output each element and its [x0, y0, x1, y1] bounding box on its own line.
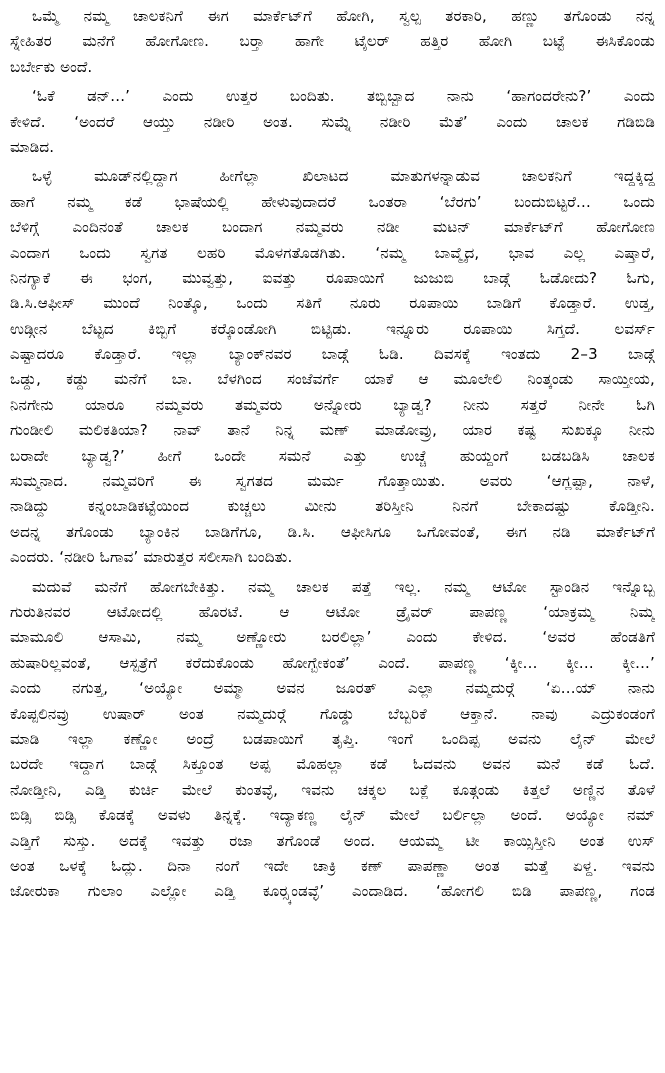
text-line: ಎಂದು ನಗುತ್ತ, ‘ಅಯ್ಯೋ ಅಮ್ಮಾ ಅವನ ಜೂರತ್ ಎಲ್ಲಾ ನಮ್ಮದುರ್‍ಗೆ ‘ಏ...ಯ್ ನಾನು — [10, 679, 655, 698]
text-line: ಮದುವೆ ಮನೆಗೆ ಹೋಗಬೇಕಿತ್ತು. ನಮ್ಮ ಚಾಲಕ ಪತ್ತೆ ಇಲ್ಲ. ನಮ್ಮ ಆಟೋ ಸ್ಟಾಂಡಿನ ಇನ್ನೊಬ್ಬ — [32, 577, 655, 596]
text-line: ಕೇಳಿದೆ. ‘ಅಂದರೆ ಆಯ್ತು ನಡೀರಿ ಅಂತ. ಸುಮ್ನೆ ನಡೀರಿ ಮೆತೆ’ ಎಂದು ಚಾಲಕ ಗಡಿಬಿಡಿ — [10, 112, 655, 131]
text-line: ನೋಡ್ತೀನಿ, ಎಡ್ತಿ ಕುರ್ಚಿ ಮೇಲೆ ಕುಂತವ್ಳೆ, ಇವನು ಚಕ್ಕಲ ಬಕ್ಲೆ ಕೂತ್ಗಂಡು ಕಿತ್ತಲೆ ಅಣ್ಣಿನ ತೊಳೆ — [10, 780, 655, 799]
text-line: ಸ್ನೇಹಿತರ ಮನೆಗೆ ಹೋಗೋಣ. ಬರ್‍ತಾ ಹಾಗೇ ಟೈಲರ್ ಹತ್ತಿರ ಹೋಗಿ ಬಟ್ಟೆ ಈಸಿಕೊಂಡು — [10, 32, 655, 51]
text-line: ಒಡ್ದು, ಕಡ್ದು ಮನೆಗೆ ಬಾ. ಬೆಳಗಿಂದ ಸಂಜೆವರ್ಗೆ ಯಾಕೆ ಆ ಮೂಲೇಲಿ ನಿಂತ್ಕಂಡು ಸಾಯ್ತೀಯ, — [10, 370, 655, 389]
text-line: ಬಿಡ್ಸಿ ಬಿಡ್ಸಿ ಕೊಡಕ್ಕೆ ಅವಳು ತಿನ್ನಕ್ಕೆ. ಇದ್ಯಾಕಣ್ಣ ಲೈನ್ ಮೇಲೆ ಬರ್ಲಿಲ್ಲಾ ಅಂದೆ. ಅಯ್ಯೋ ನಮ್ — [10, 806, 655, 825]
text-line: ಬರಾದೇ ಬ್ಯಾಡ್ವ?’ ಹೀಗೆ ಒಂದೇ ಸಮನೆ ಎತ್ತು ಉಚ್ಚೆ ಹುಯ್ದಂಗೆ ಬಡಬಡಿಸಿ ಚಾಲಕ — [10, 446, 655, 465]
text-line: ಬೆಳಿಗ್ಗೆ ಎಂದಿನಂತೆ ಚಾಲಕ ಬಂದಾಗ ನಮ್ಮವರು ನಡೀ ಮಟನ್ ಮಾರ್ಕೆಟ್‌ಗೆ ಹೋಗೋಣ — [10, 218, 655, 237]
text-line: ಎಂದಾಗ ಒಂದು ಸ್ವಗತ ಲಹರಿ ಮೊಳಗತೊಡಗಿತು. ‘ನಮ್ಮ ಬಾವ್ಮೈದ, ಭಾವ ಎಲ್ಲ ಎಷ್ತಾರೆ, — [10, 243, 655, 262]
text-line: ಬರ್ಬೇಕು ಅಂದೆ. — [10, 57, 93, 76]
text-line: ಗುರುತಿನವರ ಆಟೋದಲ್ಲಿ ಹೊರಟೆ. ಆ ಆಟೋ ಡ್ರೈವರ್ ಪಾಪಣ್ಣ ‘ಯಾಕ್ರಮ್ಮ ನಿಮ್ಮ — [10, 602, 655, 621]
text-line: ಬರದೇ ಇದ್ದಾಗ ಬಾಡ್ಗೆ ಸಿಕ್ತೂಂತ ಅಪ್ಪ ಮೊಹಲ್ಲಾ ಕಡೆ ಓದವನು ಅವನ ಮನೆ ಕಡೆ ಓದೆ. — [10, 755, 655, 774]
text-line: ಗುಂಡೀಲಿ ಮಲಿಕತಿಯಾ? ನಾವ್ ತಾನೆ ನಿನ್ನ ಮಣ್ ಮಾಡೋವ್ರು, ಯಾರ ಕಷ್ಟ ಸುಖಕ್ಕೂ ನೀನು — [10, 421, 655, 440]
text-line: ಹುಷಾರಿಲ್ಲವಂತೆ, ಆಸ್ಪತ್ರೆಗೆ ಕರೆದುಕೊಂಡು ಹೋಗ್ಬೇಕಂತೆ’ ಎಂದೆ. ಪಾಪಣ್ಣ ‘ಕ್ಕೀ... ಕ್ಕೀ... ಕ್ಕೀ...’ — [10, 653, 655, 672]
paragraph-2 — [10, 84, 655, 160]
text-line: ಜೋರುಕಾ ಗುಲಾಂ ಎಲ್ಲೋ ಎಡ್ತಿ ಕೂರ್‍ಸ್ಕಂಡವ್ಳೆ’ ಎಂದಾಡಿದ. ‘ಹೋಗಲಿ ಬಿಡಿ ಪಾಪಣ್ಣ, ಗಂಡ — [10, 882, 655, 901]
text-line: ‘ಓಕೆ ಡನ್...’ ಎಂದು ಉತ್ತರ ಬಂದಿತು. ತಬ್ಬಿಬ್ಬಾದ ನಾನು ‘ಹಾಗಂದರೇನು?’ ಎಂದು — [32, 87, 655, 106]
text-line: ಮಾಡಿದ. — [10, 137, 55, 156]
text-line: ಎಷ್ಟಾದರೂ ಕೊಡ್ತಾರೆ. ಇಲ್ಲಾ ಬ್ಯಾಂಕ್‌ನವರ ಬಾಡ್ಗೆ ಓಡಿ. ದಿವಸಕ್ಕೆ ಇಂತದು 2–3 ಬಾಡ್ಗೆ — [10, 345, 655, 364]
text-line: ಮಾಮೂಲಿ ಆಸಾಮಿ, ನಮ್ಮ ಅಣ್ಣೋರು ಬರಲಿಲ್ಲಾ’ ಎಂದು ಕೇಳಿದ. ‘ಅವರ ಹೆಂಡತಿಗೆ — [10, 628, 655, 647]
text-line: ಉಡ್ಗೀನ ಬೆಟ್ಟದ ಕಿಬ್ಬಿಗೆ ಕರ್‍ಕೊಂಡೋಗಿ ಬಿಟ್ಟಿಡು. ಇನ್ನೂರು ರೂಪಾಯಿ ಸಿಗ್ತದೆ. ಲವರ್ಸ್ — [10, 319, 655, 338]
text-line: ಎಡ್ತಿಗೆ ಸುಸ್ತು. ಅದಕ್ಕೆ ಇವತ್ತು ರಜಾ ತಗೊಂಡೆ ಅಂದ. ಆಯಮ್ಮ ಟೀ ಕಾಯ್ಸಿಸ್ತೀನಿ ಅಂತ ಉಸ್ — [10, 831, 655, 850]
text-line: ಅಂತ ಒಳಕ್ಕೆ ಓದ್ಲು. ದಿನಾ ನಂಗೆ ಇದೇ ಚಾಕ್ರಿ ಕಣ್ ಪಾಪಣ್ಣಾ ಅಂತ ಮತ್ತೆ ಏಳ್ದ. ಇವನು — [10, 856, 655, 875]
paragraph-4 — [10, 575, 655, 905]
paragraph-3 — [10, 164, 655, 570]
text-line: ಮಾಡಿ ಇಲ್ಲಾ ಕಣ್ಣೋ ಅಂದ್ರೆ ಬಡಪಾಯಿಗೆ ತೃಪ್ತಿ. ಇಂಗೆ ಒಂದಿಪ್ಪ ಅವನು ಲೈನ್ ಮೇಲೆ — [10, 729, 655, 748]
text-line: ನಾಡಿದ್ದು ಕನ್ನಂಬಾಡಿಕಟ್ಟೆಯಿಂದ ಕುಚ್ಚಲು ಮೀನು ತರಿಸ್ತೀನಿ ನಿನಗೆ ಬೇಕಾದಷ್ಟು ಕೊಡ್ತೀನಿ. — [10, 497, 655, 516]
text-line: ಒಮ್ಮೆ ನಮ್ಮ ಚಾಲಕನಿಗೆ ಈಗ ಮಾರ್ಕೆಟ್‌ಗೆ ಹೋಗಿ, ಸ್ವಲ್ಪ ತರಕಾರಿ, ಹಣ್ಣು ತಗೊಂಡು ನನ್ನ — [32, 7, 655, 25]
text-line: ನಿನಗೇನು ಯಾರೂ ನಮ್ಮವರು ತಮ್ಮವರು ಅನ್ನೋರು ಬ್ಯಾಡ್ವ? ನೀನು ಸತ್ತರೆ ನೀನೇ ಓಗಿ — [10, 395, 655, 414]
paragraph-1 — [10, 4, 655, 80]
text-line: ನಿನಗ್ಯಾಕೆ ಈ ಭಂಗ, ಮುವ್ವತ್ತು, ಐವತ್ತು ರೂಪಾಯಿಗೆ ಜುಜುಬಿ ಬಾಡ್ಗೆ ಓಡೋದು? ಓಗು, — [10, 268, 655, 287]
text-line: ಒಳ್ಳೆ ಮೂಡ್‌ನಲ್ಲಿದ್ದಾಗ ಹೀಗೆಲ್ಲಾ ಖಿಲಾಟದ ಮಾತುಗಳನ್ನಾಡುವ ಚಾಲಕನಿಗೆ ಇದ್ದಕ್ಕಿದ್ದ — [32, 167, 655, 186]
text-line: ಎಂದರು. ‘ನಡೀರಿ ಓಗಾವ’ ಮಾರುತ್ತರ ಸಲೀಸಾಗಿ ಬಂದಿತು. — [10, 548, 293, 567]
text-line: ಹಾಗೆ ನಮ್ಮ ಕಡೆ ಭಾಷೆಯಲ್ಲಿ ಹೇಳುವುದಾದರೆ ಒಂತರಾ ‘ಬೆರಗು’ ಬಂದುಬಿಟ್ಟರೆ... ಒಂದು — [10, 192, 655, 211]
text-line: ಸುಮ್ಮನಾದ. ನಮ್ಮವರಿಗೆ ಈ ಸ್ವಗತದ ಮರ್ಮ ಗೊತ್ತಾಯಿತು. ಅವರು ‘ಆಗ್ಲಪ್ಪಾ, ನಾಳೆ, — [10, 472, 655, 491]
text-line: ಡಿ.ಸಿ.ಆಫೀಸ್ ಮುಂದೆ ನಿಂತ್ಕೊ, ಒಂದು ಸತಿಗೆ ನೂರು ರೂಪಾಯಿ ಬಾಡಿಗೆ ಕೊಡ್ತಾರೆ. ಉಡ್ತ, — [10, 294, 655, 313]
text-line: ಅದನ್ನ ತಗೊಂಡು ಬ್ಯಾಂಕಿನ ಬಾಡಿಗೆಗೂ, ಡಿ.ಸಿ. ಆಫೀಸಿಗೂ ಒಗೋವಂತೆ, ಈಗ ನಡಿ ಮಾರ್ಕೆಟ್‌ಗೆ — [10, 522, 655, 541]
text-line: ಕೊಪ್ಪಲಿನವ್ರು ಉಷಾರ್ ಅಂತ ನಮ್ಮದುರ್‍ಗೆ ಗೊಡ್ಡು ಬೆಬ್ಬರಿಕೆ ಆಕ್ತಾನೆ. ನಾವು ಎದ್ರುಕಂಡಂಗೆ — [10, 704, 655, 723]
